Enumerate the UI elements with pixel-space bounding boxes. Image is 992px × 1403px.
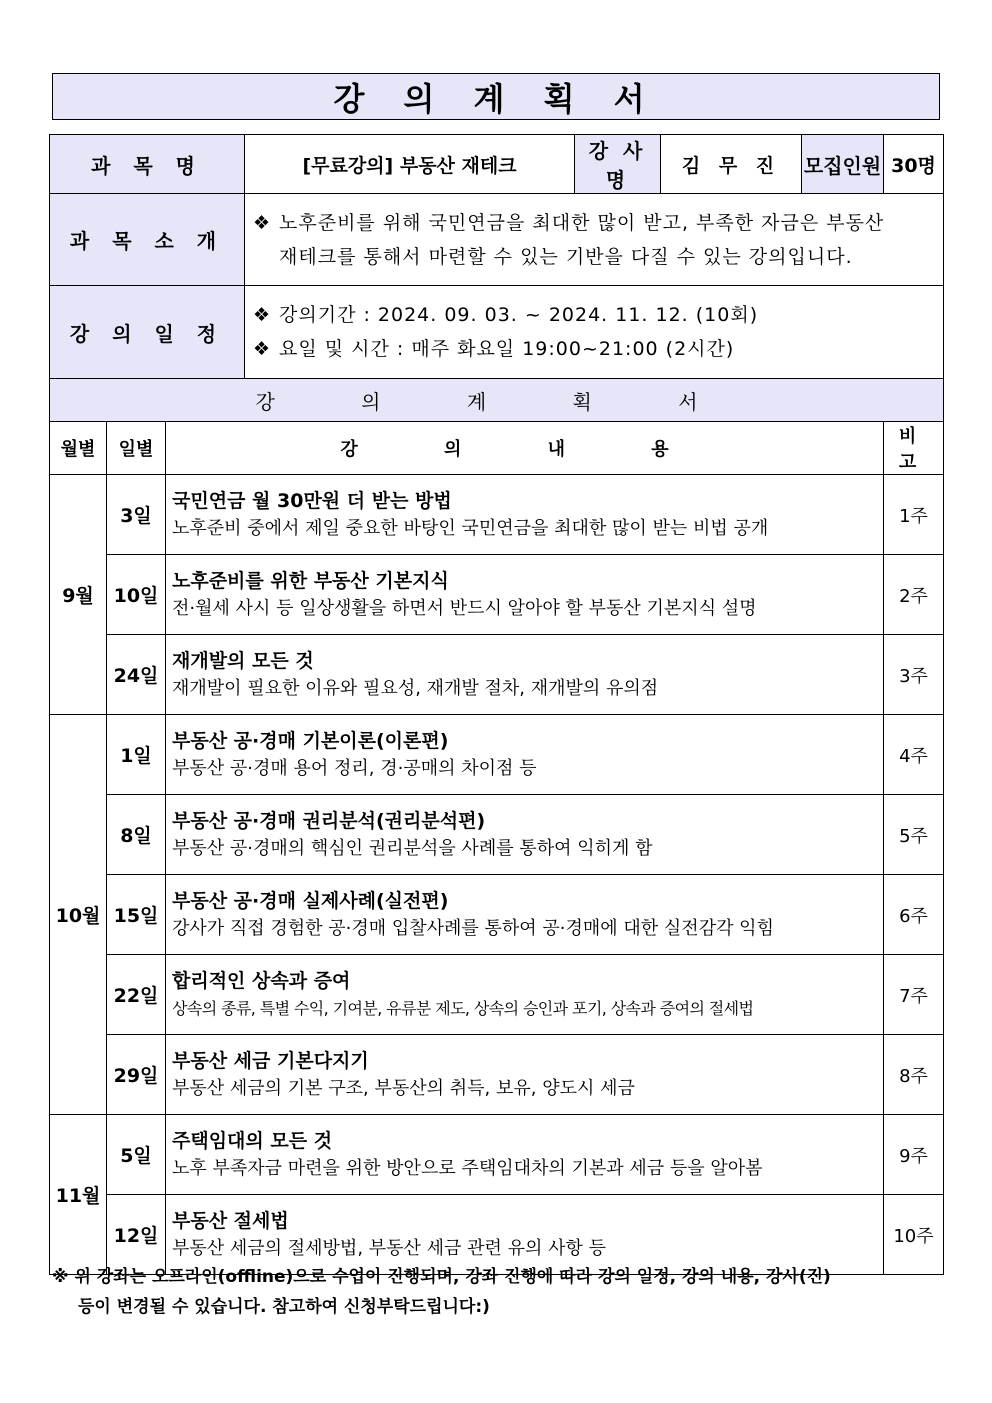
session-title: 합리적인 상속과 증여 (172, 969, 351, 992)
intro-line-1: 노후준비를 위해 국민연금을 최대한 많이 받고, 부족한 자금은 부동산 (279, 211, 885, 234)
session-desc: 노후준비 중에서 제일 중요한 바탕인 국민연금을 최대한 많이 받는 비법 공개 (172, 517, 769, 539)
day-cell: 22일 (107, 955, 166, 1035)
session-desc: 상속의 종류, 특별 수익, 기여분, 유류분 제도, 상속의 승인과 포기, 상속과 증여의 절세법 (172, 998, 754, 1018)
note-cell: 7주 (884, 955, 944, 1035)
col-note-header: 비 고 (884, 422, 944, 475)
session-title: 주택임대의 모든 것 (172, 1129, 333, 1152)
subject-label: 과 목 명 (50, 135, 245, 194)
intro-text (245, 194, 944, 286)
plan-section-title: 강 의 계 획 서 (50, 379, 944, 422)
capacity-label: 모집인원 (802, 135, 884, 194)
schedule-text (245, 286, 944, 379)
schedule-label: 강 의 일 정 (50, 286, 245, 379)
session-desc: 강사가 직접 경험한 공·경매 입찰사례를 통하여 공·경매에 대한 실전감각 익힘 (172, 917, 774, 939)
content-cell (166, 955, 884, 1035)
day-cell: 10일 (107, 555, 166, 635)
diamond-bullet-icon: ❖ (253, 211, 272, 234)
day-cell: 24일 (107, 635, 166, 715)
session-desc: 재개발이 필요한 이유와 필요성, 재개발 절차, 재개발의 유의점 (172, 677, 659, 699)
note-cell: 9주 (884, 1115, 944, 1195)
session-desc: 부동산 세금의 절세방법, 부동산 세금 관련 유의 사항 등 (172, 1237, 607, 1259)
day-cell: 3일 (107, 475, 166, 555)
session-desc: 노후 부족자금 마련을 위한 방안으로 주택임대차의 기본과 세금 등을 알아봄 (172, 1157, 763, 1179)
session-desc: 전·월세 사시 등 일상생활을 하면서 반드시 알아야 할 부동산 기본지식 설명 (172, 597, 757, 619)
content-cell (166, 1035, 884, 1115)
session-title: 국민연금 월 30만원 더 받는 방법 (172, 489, 452, 512)
col-content-header: 강 의 내 용 (166, 422, 884, 475)
intro-label: 과 목 소 개 (50, 194, 245, 286)
content-cell (166, 555, 884, 635)
table-row (50, 1035, 944, 1115)
intro-line-2: 재테크를 통해서 마련할 수 있는 기반을 다질 수 있는 강의입니다. (279, 245, 853, 268)
instructor-label: 강 사 명 (575, 135, 661, 194)
day-cell: 12일 (107, 1195, 166, 1275)
footer-line-2: 등이 변경될 수 있습니다. 참고하여 신청부탁드립니다:) (78, 1297, 490, 1317)
col-month-header: 월별 (50, 422, 107, 475)
content-cell (166, 1115, 884, 1195)
session-title: 부동산 공·경매 기본이론(이론편) (172, 729, 449, 752)
session-title: 부동산 공·경매 권리분석(권리분석편) (172, 809, 486, 832)
note-cell: 4주 (884, 715, 944, 795)
table-row (50, 795, 944, 875)
footer-line-1: ※ 위 강좌는 오프라인(offline)으로 수업이 진행되며, 강좌 진행에 따라 강의 일정, 강의 내용, 강사(진) (52, 1267, 831, 1287)
session-desc: 부동산 세금의 기본 구조, 부동산의 취득, 보유, 양도시 세금 (172, 1077, 635, 1099)
table-row (50, 715, 944, 795)
session-title: 노후준비를 위한 부동산 기본지식 (172, 569, 449, 592)
day-cell: 8일 (107, 795, 166, 875)
day-cell: 1일 (107, 715, 166, 795)
month-cell: 11월 (50, 1115, 107, 1275)
note-cell: 1주 (884, 475, 944, 555)
content-cell (166, 635, 884, 715)
content-cell (166, 475, 884, 555)
day-cell: 5일 (107, 1115, 166, 1195)
session-title: 재개발의 모든 것 (172, 649, 314, 672)
instructor-value: 김 무 진 (661, 135, 802, 194)
capacity-value: 30명 (884, 135, 944, 194)
note-cell: 10주 (884, 1195, 944, 1275)
subject-value: [무료강의] 부동산 재테크 (245, 135, 575, 194)
session-desc: 부동산 공·경매의 핵심인 권리분석을 사례를 통하여 익히게 함 (172, 837, 653, 859)
table-row (50, 555, 944, 635)
table-row (50, 1115, 944, 1195)
schedule-time: 요일 및 시간 : 매주 화요일 19:00~21:00 (2시간) (279, 338, 735, 360)
col-day-header: 일별 (107, 422, 166, 475)
note-cell: 8주 (884, 1035, 944, 1115)
schedule-period: 강의기간 : 2024. 09. 03. ~ 2024. 11. 12. (10회) (279, 304, 759, 326)
day-cell: 15일 (107, 875, 166, 955)
note-cell: 6주 (884, 875, 944, 955)
table-row (50, 875, 944, 955)
diamond-bullet-icon: ❖ (253, 338, 272, 360)
table-row (50, 635, 944, 715)
lecture-plan-table (49, 134, 944, 1275)
note-cell: 3주 (884, 635, 944, 715)
session-title: 부동산 세금 기본다지기 (172, 1049, 369, 1072)
table-row (50, 955, 944, 1035)
note-cell: 5주 (884, 795, 944, 875)
content-cell (166, 715, 884, 795)
diamond-bullet-icon: ❖ (253, 304, 272, 326)
table-row (50, 475, 944, 555)
day-cell: 29일 (107, 1035, 166, 1115)
footer-note (52, 1262, 944, 1322)
session-title: 부동산 절세법 (172, 1209, 289, 1232)
content-cell (166, 875, 884, 955)
document-title: 강 의 계 획 서 (52, 73, 940, 120)
session-title: 부동산 공·경매 실제사례(실전편) (172, 889, 449, 912)
note-cell: 2주 (884, 555, 944, 635)
month-cell: 10월 (50, 715, 107, 1115)
month-cell: 9월 (50, 475, 107, 715)
content-cell (166, 795, 884, 875)
session-desc: 부동산 공·경매 용어 정리, 경·공매의 차이점 등 (172, 757, 537, 779)
